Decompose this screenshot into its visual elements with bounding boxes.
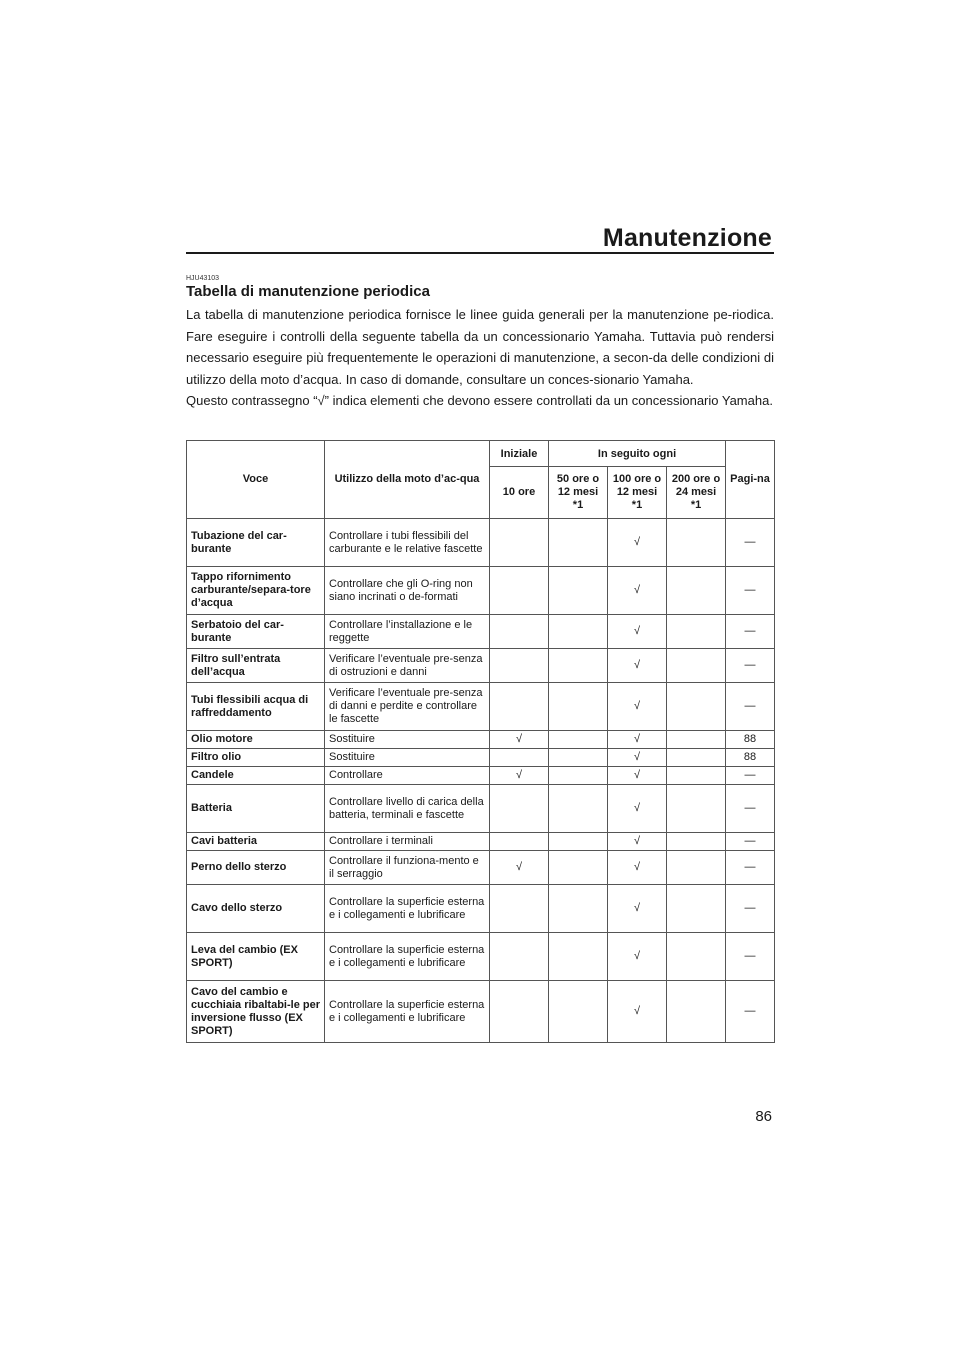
cell-10-ore: √ xyxy=(490,767,549,785)
cell-action: Verificare l’eventuale pre-senza di danni e perdite e controllare le fascette xyxy=(325,683,490,731)
cell-10-ore: √ xyxy=(490,851,549,885)
cell-100-ore: √ xyxy=(608,731,667,749)
cell-200-ore xyxy=(667,731,726,749)
header-iniziale: Iniziale xyxy=(490,441,549,467)
cell-100-ore: √ xyxy=(608,767,667,785)
cell-action: Controllare la superficie esterna e i collegamenti e lubrificare xyxy=(325,981,490,1043)
header-50-ore: 50 ore o 12 mesi *1 xyxy=(549,467,608,519)
cell-item: Cavi batteria xyxy=(187,833,325,851)
cell-action: Controllare l’installazione e le reggette xyxy=(325,615,490,649)
cell-10-ore: √ xyxy=(490,731,549,749)
header-100-ore: 100 ore o 12 mesi *1 xyxy=(608,467,667,519)
table-row xyxy=(187,731,775,749)
cell-100-ore: √ xyxy=(608,933,667,981)
cell-page: — xyxy=(726,649,775,683)
cell-page: — xyxy=(726,885,775,933)
cell-200-ore xyxy=(667,981,726,1043)
cell-100-ore: √ xyxy=(608,981,667,1043)
cell-action: Controllare i tubi flessibili del carburante e le relative fascette xyxy=(325,519,490,567)
cell-200-ore xyxy=(667,767,726,785)
cell-10-ore xyxy=(490,649,549,683)
cell-50-ore xyxy=(549,731,608,749)
cell-100-ore: √ xyxy=(608,519,667,567)
table-row xyxy=(187,519,775,567)
cell-50-ore xyxy=(549,885,608,933)
cell-10-ore xyxy=(490,933,549,981)
table-row xyxy=(187,785,775,833)
cell-page: — xyxy=(726,567,775,615)
cell-10-ore xyxy=(490,981,549,1043)
cell-action: Controllare la superficie esterna e i collegamenti e lubrificare xyxy=(325,933,490,981)
table-body xyxy=(187,519,775,1043)
cell-100-ore: √ xyxy=(608,885,667,933)
cell-200-ore xyxy=(667,615,726,649)
table-row xyxy=(187,683,775,731)
cell-item: Candele xyxy=(187,767,325,785)
cell-action: Verificare l’eventuale pre-senza di ostruzioni e danni xyxy=(325,649,490,683)
cell-page: — xyxy=(726,981,775,1043)
cell-item: Filtro sull’entrata dell’acqua xyxy=(187,649,325,683)
cell-page: — xyxy=(726,767,775,785)
cell-item: Leva del cambio (EX SPORT) xyxy=(187,933,325,981)
cell-item: Tubi flessibili acqua di raffreddamento xyxy=(187,683,325,731)
intro-text xyxy=(186,304,774,412)
cell-10-ore xyxy=(490,567,549,615)
section-title: Tabella di manutenzione periodica xyxy=(186,283,430,300)
table-row xyxy=(187,615,775,649)
cell-10-ore xyxy=(490,749,549,767)
cell-100-ore: √ xyxy=(608,567,667,615)
cell-action: Controllare livello di carica della batteria, terminali e fascette xyxy=(325,785,490,833)
intro-paragraph-1: La tabella di manutenzione periodica fornisce le linee guida generali per la manutenzione pe-riodica. Fare eseguire i controlli della seguente tabella da un concessionario Yamaha. Tuttavia può rendersi necessario eseguire più frequentemente le operazioni di manutenzione, a secon-da delle condizioni di utilizzo della moto d’acqua. In caso di domande, consultare un conces-sionario Yamaha. xyxy=(186,307,774,387)
page-header-title: Manutenzione xyxy=(602,224,772,252)
cell-action: Controllare il funziona-mento e il serraggio xyxy=(325,851,490,885)
cell-50-ore xyxy=(549,749,608,767)
header-utilizzo: Utilizzo della moto d’ac-qua xyxy=(325,441,490,519)
cell-200-ore xyxy=(667,851,726,885)
cell-item: Cavo del cambio e cucchiaia ribaltabi-le per inversione flusso (EX SPORT) xyxy=(187,981,325,1043)
cell-200-ore xyxy=(667,649,726,683)
table-row xyxy=(187,885,775,933)
cell-item: Tubazione del car-burante xyxy=(187,519,325,567)
cell-50-ore xyxy=(549,519,608,567)
table-row xyxy=(187,749,775,767)
header-divider xyxy=(186,252,774,254)
table-row xyxy=(187,833,775,851)
cell-page: — xyxy=(726,683,775,731)
cell-100-ore: √ xyxy=(608,615,667,649)
cell-item: Olio motore xyxy=(187,731,325,749)
cell-page: — xyxy=(726,933,775,981)
cell-50-ore xyxy=(549,981,608,1043)
cell-200-ore xyxy=(667,519,726,567)
header-voce: Voce xyxy=(187,441,325,519)
cell-200-ore xyxy=(667,933,726,981)
cell-50-ore xyxy=(549,615,608,649)
cell-page: 88 xyxy=(726,731,775,749)
cell-50-ore xyxy=(549,785,608,833)
cell-100-ore: √ xyxy=(608,785,667,833)
cell-item: Filtro olio xyxy=(187,749,325,767)
cell-10-ore xyxy=(490,615,549,649)
cell-100-ore: √ xyxy=(608,683,667,731)
cell-page: 88 xyxy=(726,749,775,767)
cell-10-ore xyxy=(490,885,549,933)
cell-50-ore xyxy=(549,767,608,785)
cell-50-ore xyxy=(549,851,608,885)
table-row xyxy=(187,851,775,885)
cell-page: — xyxy=(726,833,775,851)
cell-action: Controllare i terminali xyxy=(325,833,490,851)
cell-item: Batteria xyxy=(187,785,325,833)
cell-100-ore: √ xyxy=(608,649,667,683)
table-row xyxy=(187,981,775,1043)
cell-50-ore xyxy=(549,649,608,683)
cell-200-ore xyxy=(667,885,726,933)
cell-200-ore xyxy=(667,749,726,767)
cell-50-ore xyxy=(549,567,608,615)
cell-action: Sostituire xyxy=(325,731,490,749)
header-pagina: Pagi-na xyxy=(726,441,775,519)
cell-100-ore: √ xyxy=(608,851,667,885)
cell-200-ore xyxy=(667,833,726,851)
cell-100-ore: √ xyxy=(608,833,667,851)
cell-action: Sostituire xyxy=(325,749,490,767)
cell-action: Controllare xyxy=(325,767,490,785)
cell-10-ore xyxy=(490,833,549,851)
intro-paragraph-2: Questo contrassegno “√” indica elementi che devono essere controllati da un concessionario Yamaha. xyxy=(186,393,773,409)
section-code: HJU43103 xyxy=(186,275,220,282)
cell-50-ore xyxy=(549,933,608,981)
header-10-ore: 10 ore xyxy=(490,467,549,519)
page-number: 86 xyxy=(755,1108,772,1125)
cell-page: — xyxy=(726,785,775,833)
cell-10-ore xyxy=(490,785,549,833)
cell-page: — xyxy=(726,615,775,649)
table-row xyxy=(187,767,775,785)
cell-action: Controllare che gli O-ring non siano incrinati o de-formati xyxy=(325,567,490,615)
cell-50-ore xyxy=(549,833,608,851)
cell-50-ore xyxy=(549,683,608,731)
header-in-seguito: In seguito ogni xyxy=(549,441,726,467)
table-row xyxy=(187,567,775,615)
cell-page: — xyxy=(726,519,775,567)
header-200-ore: 200 ore o 24 mesi *1 xyxy=(667,467,726,519)
cell-action: Controllare la superficie esterna e i collegamenti e lubrificare xyxy=(325,885,490,933)
cell-200-ore xyxy=(667,683,726,731)
cell-100-ore: √ xyxy=(608,749,667,767)
cell-200-ore xyxy=(667,567,726,615)
cell-item: Cavo dello sterzo xyxy=(187,885,325,933)
cell-10-ore xyxy=(490,683,549,731)
cell-10-ore xyxy=(490,519,549,567)
table-row xyxy=(187,649,775,683)
cell-200-ore xyxy=(667,785,726,833)
maintenance-table xyxy=(186,440,775,1043)
cell-page: — xyxy=(726,851,775,885)
cell-item: Serbatoio del car-burante xyxy=(187,615,325,649)
cell-item: Perno dello sterzo xyxy=(187,851,325,885)
cell-item: Tappo rifornimento carburante/separa-tore d’acqua xyxy=(187,567,325,615)
table-row xyxy=(187,933,775,981)
